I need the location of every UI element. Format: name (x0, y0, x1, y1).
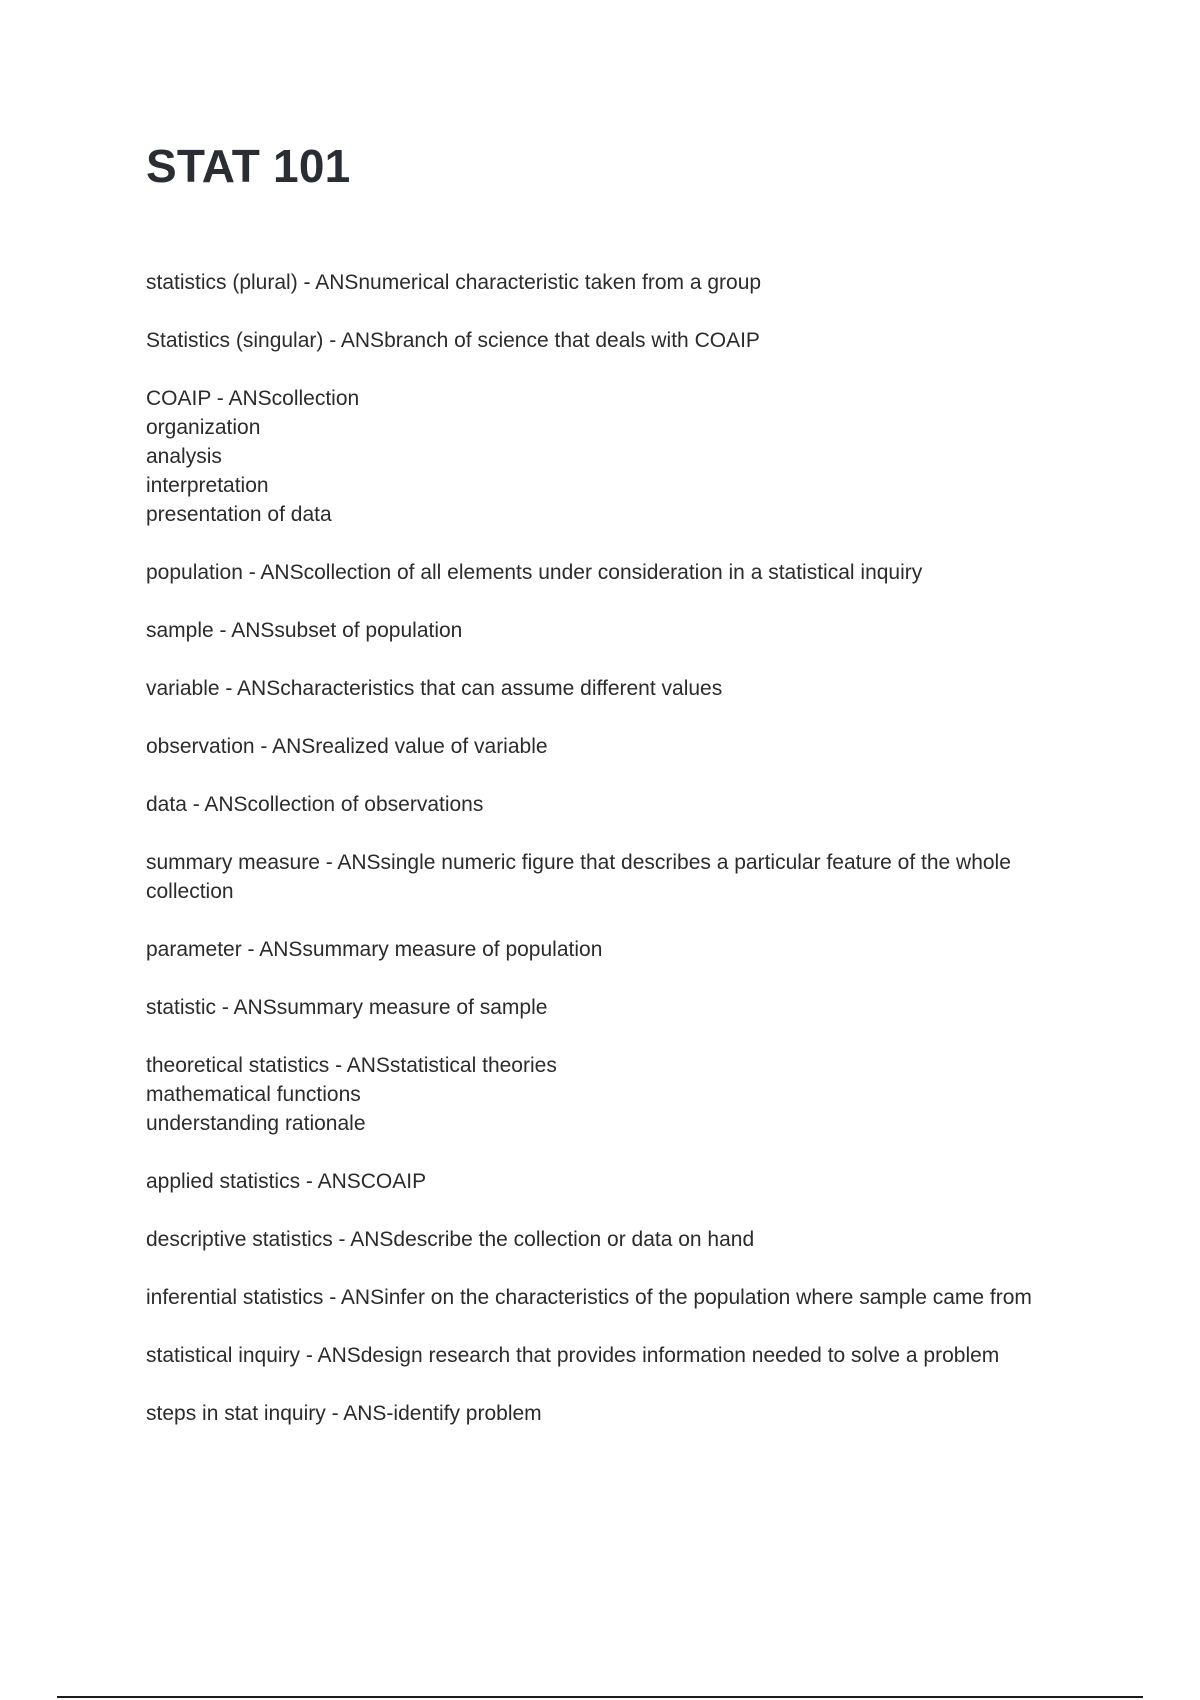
entry-statistical-inquiry (146, 1341, 1106, 1370)
entry-line: interpretation (146, 474, 269, 497)
entry-line: theoretical statistics - ANSstatistical theories (146, 1054, 557, 1077)
entry-line: data - ANScollection of observations (146, 793, 484, 816)
page-title: STAT 101 (146, 140, 351, 192)
entry-steps-in-stat-inquiry (146, 1399, 1106, 1428)
entry-line: variable - ANScharacteristics that can assume different values (146, 677, 723, 700)
entry-statistics-plural (146, 268, 1106, 297)
entry-line: applied statistics - ANSCOAIP (146, 1170, 427, 1193)
entry-line: summary measure - ANSsingle numeric figure that describes a particular feature of the whole (146, 851, 1011, 874)
entry-line: statistical inquiry - ANSdesign research that provides information needed to solve a problem (146, 1344, 1000, 1367)
entry-coaip (146, 384, 1106, 529)
entry-theoretical-statistics (146, 1051, 1106, 1138)
entry-statistics-singular (146, 326, 1106, 355)
entry-statistic (146, 993, 1106, 1022)
entry-line: statistics (plural) - ANSnumerical characteristic taken from a group (146, 271, 762, 294)
entry-sample (146, 616, 1106, 645)
entry-list (146, 268, 1106, 1457)
entry-line: mathematical functions (146, 1083, 361, 1106)
entry-population (146, 558, 1106, 587)
entry-applied-statistics (146, 1167, 1106, 1196)
page-bottom-rule (57, 1696, 1143, 1698)
entry-data (146, 790, 1106, 819)
entry-variable (146, 674, 1106, 703)
entry-line: inferential statistics - ANSinfer on the characteristics of the population where sample came from (146, 1286, 1032, 1309)
entry-line: organization (146, 416, 261, 439)
entry-parameter (146, 935, 1106, 964)
entry-line: COAIP - ANScollection (146, 387, 360, 410)
entry-line: observation - ANSrealized value of variable (146, 735, 548, 758)
entry-line: population - ANScollection of all elements under consideration in a statistical inquiry (146, 561, 923, 584)
entry-observation (146, 732, 1106, 761)
entry-line: understanding rationale (146, 1112, 366, 1135)
entry-summary-measure (146, 848, 1106, 906)
entry-line: Statistics (singular) - ANSbranch of science that deals with COAIP (146, 329, 760, 352)
entry-line: parameter - ANSsummary measure of population (146, 938, 603, 961)
entry-line: sample - ANSsubset of population (146, 619, 463, 642)
entry-descriptive-statistics (146, 1225, 1106, 1254)
entry-line: collection (146, 880, 234, 903)
entry-line: statistic - ANSsummary measure of sample (146, 996, 548, 1019)
entry-line: descriptive statistics - ANSdescribe the collection or data on hand (146, 1228, 755, 1251)
entry-line: analysis (146, 445, 222, 468)
entry-line: presentation of data (146, 503, 332, 526)
entry-line: steps in stat inquiry - ANS-identify problem (146, 1402, 542, 1425)
entry-inferential-statistics (146, 1283, 1106, 1312)
